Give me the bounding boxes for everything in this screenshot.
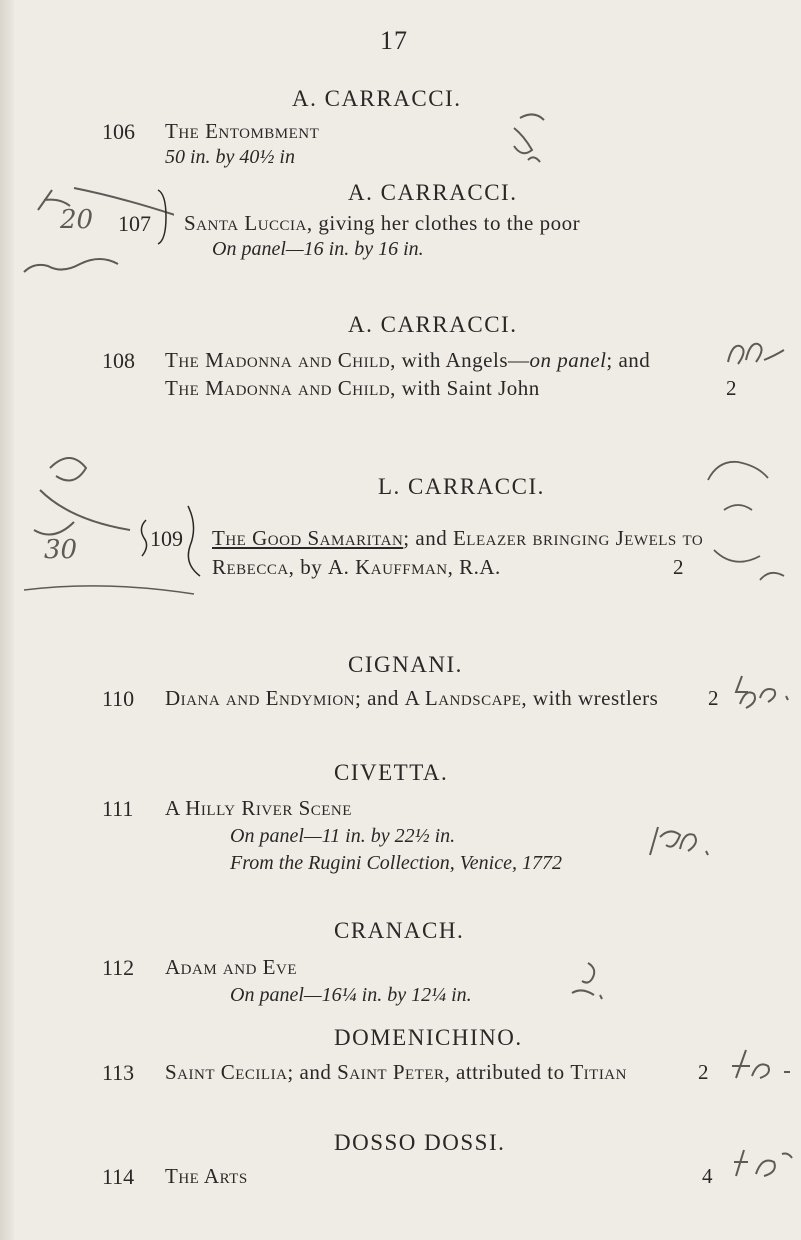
lot-number: 111 [102,796,134,821]
title-part: A Hilly River Scene [165,796,352,820]
title-part: Saint Peter, [337,1060,451,1084]
lot-title [165,796,352,821]
artist-heading: A. CARRACCI. [292,86,462,111]
pencil-price-mark [640,815,720,875]
pencil-scribble [700,440,800,620]
lot-quantity: 2 [673,555,684,579]
title-part: attributed to [450,1060,571,1084]
title-part: Santa Luccia, [184,211,313,235]
artist-heading: DOSSO DOSSI. [334,1130,506,1155]
artist-heading: CIVETTA. [334,760,449,785]
title-part: The Madonna and Child, [165,376,396,400]
artist-heading: CRANACH. [334,918,465,943]
lot-title-continued [165,376,540,401]
lot-title [165,955,297,980]
title-part: Adam and Eve [165,955,297,979]
title-part: ; and [287,1060,338,1084]
title-part: Eleazer bringing Jewels to [452,526,704,550]
lot-detail: On panel—16 in. by 16 in. [212,238,424,260]
lot-quantity: 2 [698,1060,709,1084]
pencil-price-mark [560,955,620,1005]
lot-title [212,526,703,551]
title-part: with Saint John [395,376,540,400]
lot-quantity: 2 [708,686,719,710]
lot-number: 107 [118,211,151,236]
title-part: by [294,555,328,579]
lot-title [165,686,658,711]
title-part: Titian [570,1060,627,1084]
title-part: Saint Cecilia [165,1060,288,1084]
artist-heading: DOMENICHINO. [334,1025,523,1050]
title-part: A. Kauffman, [327,555,454,579]
annotation-price: 30 [44,535,78,565]
title-part: The Good Samaritan [212,526,404,550]
title-part: with Angels— [395,348,530,372]
lot-number: 108 [102,348,135,373]
title-part: R.A. [453,555,501,579]
lot-number: 109 [150,526,183,551]
lot-title [165,348,650,373]
lot-detail: On panel—16¼ in. by 12¼ in. [230,984,472,1006]
title-part: A Landscape, [404,686,528,710]
title-part: The Arts [165,1164,248,1188]
annotation-price: 20 [60,205,94,235]
lot-provenance: From the Rugini Collection, Venice, 1772 [230,852,562,874]
title-part: ; and [606,348,651,372]
lot-detail: On panel—11 in. by 22½ in. [230,825,456,847]
lot-quantity: 4 [702,1164,713,1188]
lot-number-bracket [156,188,170,246]
title-part: Diana and Endymion [165,686,355,710]
pencil-price-mark [726,1140,796,1190]
pencil-price-mark [726,1040,796,1090]
artist-heading: L. CARRACCI. [378,474,545,499]
lot-quantity: 2 [726,376,737,400]
lot-title [165,1164,248,1189]
pencil-price-mark [722,332,788,378]
title-part: giving her clothes to the poor [312,211,581,235]
lot-detail: 50 in. by 40½ in [165,146,295,168]
lot-title-continued [212,555,501,580]
artist-heading: A. CARRACCI. [348,312,518,337]
lot-number: 114 [102,1164,135,1189]
title-part: ; and [403,526,453,550]
pencil-price-mark [726,668,796,718]
lot-title [184,211,580,236]
lot-title [165,119,319,144]
page-spine-shadow [0,0,14,1240]
lot-number: 106 [102,119,135,144]
artist-heading: CIGNANI. [348,652,463,677]
title-part: Rebecca, [212,555,295,579]
pencil-mark [500,100,560,180]
lot-number: 113 [102,1060,135,1085]
title-part: on panel [529,348,607,372]
page-number: 17 [380,26,408,55]
title-part: The Entombment [165,119,320,143]
artist-heading: A. CARRACCI. [348,180,518,205]
title-part: The Madonna and Child, [165,348,396,372]
lot-title [165,1060,627,1085]
lot-number: 112 [102,955,135,980]
lot-number: 110 [102,686,135,711]
title-part: ; and [354,686,405,710]
title-part: with wrestlers [527,686,659,710]
